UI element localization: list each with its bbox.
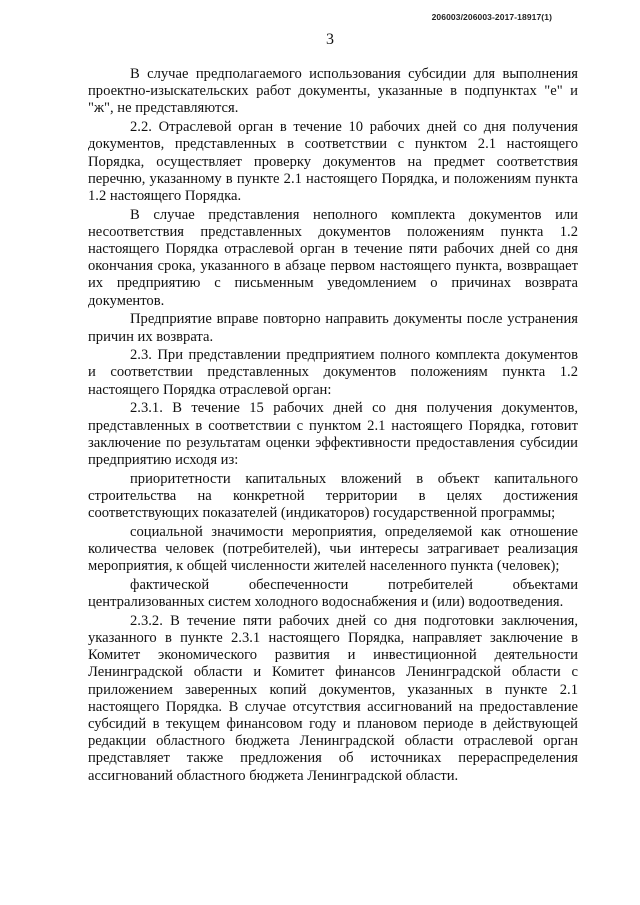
paragraph-subsidy-design-works: В случае предполагаемого использования субсидии для выполнения проектно-изыскательских работ документы, указанные в подпунктах "е" и "ж", не представляются. xyxy=(88,66,578,117)
document-id: 206003/206003-2017-18917(1) xyxy=(431,12,552,22)
paragraph-2-3-1: 2.3.1. В течение 15 рабочих дней со дня получения документов, представленных в соответствии с пунктом 2.1 настоящего Порядка, готовит заключение по результатам оценки эффективности предоставления субсидии предприятию исходя из: xyxy=(88,400,578,468)
paragraph-resubmission: Предприятие вправе повторно направить документы после устранения причин их возврата. xyxy=(88,311,578,345)
paragraph-2-3-2: 2.3.2. В течение пяти рабочих дней со дня подготовки заключения, указанного в пункте 2.3.1 настоящего Порядка, направляет заключение в Комитет экономического развития и инвестиционной деятельности Ленинградской области и Комитет финансов Ленинградской области с приложением заверенных копий документов, указанных в пункте 2.1 настоящего Порядка. В случае отсутствия ассигнований на предоставление субсидий в текущем финансовом году и плановом периоде в действующей редакции областного бюджета Ленинградской области отраслевой орган представляет также предложения об источниках перераспределения ассигнований областного бюджета Ленинградской области. xyxy=(88,612,578,784)
page-number: 3 xyxy=(326,31,334,48)
paragraph-2-2: 2.2. Отраслевой орган в течение 10 рабочих дней со дня получения документов, представленных в соответствии с пунктом 2.1 настоящего Порядка, осуществляет проверку документов на предмет соответствия перечню, указанному в пункте 2.1 настоящего Порядка, и положениям пункта 1.2 настоящего Порядка. xyxy=(88,119,578,204)
paragraph-incomplete-documents: В случае представления неполного комплекта документов или несоответствия представленных документов положениям пункта 1.2 настоящего Порядка отраслевой орган в течение пяти рабочих дней со дня окончания срока, указанного в абзаце первом настоящего пункта, возвращает их предприятию с письменным уведомлением о причинах возврата документов. xyxy=(88,206,578,309)
paragraph-2-3: 2.3. При представлении предприятием полного комплекта документов и соответствии представленных документов положениям пункта 1.2 настоящего Порядка отраслевой орган: xyxy=(88,347,578,398)
document-body xyxy=(88,66,578,785)
paragraph-priority-criterion: приоритетности капитальных вложений в объект капитального строительства на конкретной территории в целях достижения соответствующих показателей (индикаторов) государственной программы; xyxy=(88,470,578,522)
paragraph-provision-criterion: фактической обеспеченности потребителей объектами централизованных систем холодного водоснабжения и (или) водоотведения. xyxy=(88,576,578,611)
paragraph-social-significance-criterion: социальной значимости мероприятия, определяемой как отношение количества человек (потребителей), чьи интересы затрагивает реализация мероприятия, к общей численности жителей населенного пункта (человек); xyxy=(88,523,578,575)
